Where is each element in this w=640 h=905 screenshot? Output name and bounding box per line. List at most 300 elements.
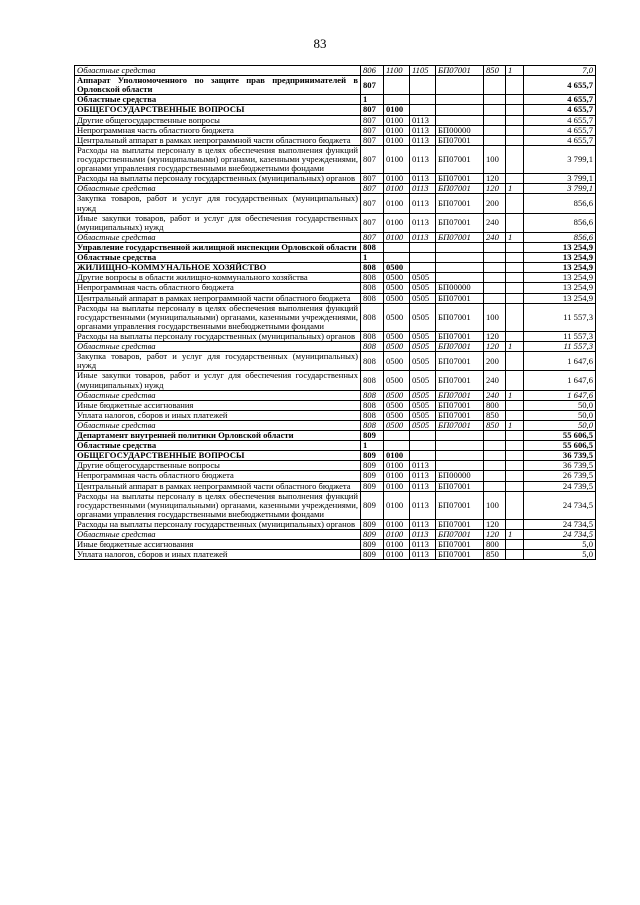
row-code: 809 — [361, 451, 384, 461]
row-name: Областные средства — [75, 253, 361, 263]
row-name: Иные закупки товаров, работ и услуг для обеспечения государственных (муниципальных) нужд — [75, 371, 361, 390]
row-source — [506, 550, 524, 560]
row-amount: 7,0 — [524, 66, 596, 76]
row-amount: 856,6 — [524, 213, 596, 232]
table-row — [75, 461, 596, 471]
row-code: 807 — [361, 135, 384, 145]
row-article: БП07001 — [436, 550, 484, 560]
row-section: 0500 — [384, 390, 410, 400]
row-name: Центральный аппарат в рамках непрограммной части областного бюджета — [75, 481, 361, 491]
row-section: 0500 — [384, 352, 410, 371]
row-article: БП07001 — [436, 540, 484, 550]
row-subsection: 0113 — [410, 471, 436, 481]
row-section: 0500 — [384, 263, 410, 273]
row-article: БП07001 — [436, 400, 484, 410]
row-expense-type: 800 — [484, 400, 506, 410]
row-code: 809 — [361, 461, 384, 471]
row-source — [506, 441, 524, 451]
row-amount: 55 606,5 — [524, 441, 596, 451]
table-row — [75, 352, 596, 371]
row-section: 0100 — [384, 194, 410, 213]
row-source — [506, 471, 524, 481]
row-source: 1 — [506, 420, 524, 430]
row-expense-type: 240 — [484, 371, 506, 390]
row-source — [506, 400, 524, 410]
table-row — [75, 481, 596, 491]
row-amount: 50,0 — [524, 420, 596, 430]
row-subsection: 0113 — [410, 481, 436, 491]
table-row — [75, 471, 596, 481]
row-section — [384, 95, 410, 105]
row-article — [436, 451, 484, 461]
row-amount: 24 734,5 — [524, 530, 596, 540]
row-amount: 4 655,7 — [524, 76, 596, 95]
table-row — [75, 174, 596, 184]
row-subsection: 0113 — [410, 184, 436, 194]
row-amount: 1 647,6 — [524, 390, 596, 400]
row-section: 0100 — [384, 105, 410, 115]
table-row — [75, 371, 596, 390]
row-source — [506, 145, 524, 173]
row-section: 0100 — [384, 461, 410, 471]
row-source — [506, 431, 524, 441]
row-expense-type: 120 — [484, 184, 506, 194]
table-row — [75, 273, 596, 283]
row-expense-type — [484, 293, 506, 303]
row-name: Департамент внутренней политики Орловской области — [75, 431, 361, 441]
row-name: Уплата налогов, сборов и иных платежей — [75, 410, 361, 420]
row-amount: 1 647,6 — [524, 352, 596, 371]
table-row — [75, 125, 596, 135]
table-row — [75, 232, 596, 242]
row-name: Аппарат Уполномоченного по защите прав предпринимателей в Орловской области — [75, 76, 361, 95]
row-section: 0500 — [384, 293, 410, 303]
row-subsection: 0113 — [410, 491, 436, 519]
row-code: 808 — [361, 283, 384, 293]
row-code: 808 — [361, 242, 384, 252]
row-subsection — [410, 253, 436, 263]
table-body — [75, 66, 596, 560]
row-name: ОБЩЕГОСУДАРСТВЕННЫЕ ВОПРОСЫ — [75, 451, 361, 461]
table-row — [75, 263, 596, 273]
row-section: 0100 — [384, 520, 410, 530]
row-section: 0100 — [384, 232, 410, 242]
row-expense-type — [484, 431, 506, 441]
row-source — [506, 520, 524, 530]
row-name: Областные средства — [75, 530, 361, 540]
row-name: Управление государственной жилищной инспекции Орловской области — [75, 242, 361, 252]
row-subsection: 0113 — [410, 194, 436, 213]
row-amount: 5,0 — [524, 550, 596, 560]
row-code: 807 — [361, 105, 384, 115]
row-amount: 3 799,1 — [524, 145, 596, 173]
table-row — [75, 213, 596, 232]
row-section: 0100 — [384, 145, 410, 173]
row-source — [506, 371, 524, 390]
row-amount: 13 254,9 — [524, 242, 596, 252]
row-expense-type — [484, 273, 506, 283]
row-expense-type: 240 — [484, 390, 506, 400]
row-code: 808 — [361, 352, 384, 371]
row-subsection: 0113 — [410, 461, 436, 471]
row-section: 0500 — [384, 400, 410, 410]
row-name: Областные средства — [75, 390, 361, 400]
row-name: Областные средства — [75, 342, 361, 352]
row-subsection: 0113 — [410, 135, 436, 145]
row-article — [436, 105, 484, 115]
row-article — [436, 76, 484, 95]
row-expense-type: 850 — [484, 410, 506, 420]
row-name: Другие вопросы в области жилищно-коммунального хозяйства — [75, 273, 361, 283]
row-section — [384, 441, 410, 451]
row-name: Закупка товаров, работ и услуг для государственных (муниципальных) нужд — [75, 352, 361, 371]
row-expense-type: 200 — [484, 352, 506, 371]
table-row — [75, 431, 596, 441]
row-code: 809 — [361, 491, 384, 519]
row-amount: 11 557,3 — [524, 342, 596, 352]
row-subsection: 0113 — [410, 115, 436, 125]
row-article — [436, 95, 484, 105]
row-code: 807 — [361, 76, 384, 95]
row-subsection: 0113 — [410, 520, 436, 530]
row-subsection: 0113 — [410, 174, 436, 184]
row-subsection: 1105 — [410, 66, 436, 76]
row-source — [506, 481, 524, 491]
row-expense-type — [484, 105, 506, 115]
table-row — [75, 135, 596, 145]
row-source: 1 — [506, 66, 524, 76]
row-code: 808 — [361, 342, 384, 352]
row-amount: 3 799,1 — [524, 184, 596, 194]
table-row — [75, 95, 596, 105]
row-source — [506, 174, 524, 184]
row-amount: 13 254,9 — [524, 263, 596, 273]
row-expense-type: 240 — [484, 213, 506, 232]
row-amount: 13 254,9 — [524, 293, 596, 303]
row-article — [436, 253, 484, 263]
row-article: БП07001 — [436, 135, 484, 145]
row-amount: 24 734,5 — [524, 491, 596, 519]
row-section: 0500 — [384, 283, 410, 293]
row-source — [506, 242, 524, 252]
row-section: 0100 — [384, 115, 410, 125]
row-subsection: 0505 — [410, 410, 436, 420]
table-row — [75, 76, 596, 95]
row-section — [384, 253, 410, 263]
row-section: 0100 — [384, 184, 410, 194]
row-amount: 1 647,6 — [524, 371, 596, 390]
row-expense-type: 850 — [484, 66, 506, 76]
row-source — [506, 95, 524, 105]
row-name: Другие общегосударственные вопросы — [75, 115, 361, 125]
row-source — [506, 213, 524, 232]
row-source — [506, 461, 524, 471]
row-name: Непрограммная часть областного бюджета — [75, 125, 361, 135]
row-source — [506, 125, 524, 135]
row-amount: 856,6 — [524, 232, 596, 242]
table-row — [75, 184, 596, 194]
row-section: 0100 — [384, 491, 410, 519]
row-name: Областные средства — [75, 184, 361, 194]
row-article: БП07001 — [436, 145, 484, 173]
row-article — [436, 115, 484, 125]
row-source — [506, 263, 524, 273]
row-subsection: 0113 — [410, 540, 436, 550]
row-expense-type — [484, 461, 506, 471]
row-article — [436, 263, 484, 273]
row-amount: 4 655,7 — [524, 115, 596, 125]
row-amount: 856,6 — [524, 194, 596, 213]
row-article: БП07001 — [436, 530, 484, 540]
row-amount: 26 739,5 — [524, 471, 596, 481]
page-number: 83 — [313, 36, 327, 51]
row-subsection — [410, 242, 436, 252]
row-section — [384, 242, 410, 252]
row-article: БП07001 — [436, 481, 484, 491]
row-code: 808 — [361, 331, 384, 341]
row-expense-type: 120 — [484, 520, 506, 530]
row-section: 0100 — [384, 530, 410, 540]
row-article: БП07001 — [436, 184, 484, 194]
row-code: 808 — [361, 410, 384, 420]
row-name: Областные средства — [75, 95, 361, 105]
row-amount: 11 557,3 — [524, 303, 596, 331]
row-section — [384, 431, 410, 441]
row-name: Областные средства — [75, 441, 361, 451]
table-row — [75, 520, 596, 530]
row-name: Иные бюджетные ассигнования — [75, 540, 361, 550]
row-subsection: 0113 — [410, 213, 436, 232]
row-section: 0100 — [384, 451, 410, 461]
row-expense-type: 800 — [484, 540, 506, 550]
row-amount: 4 655,7 — [524, 105, 596, 115]
row-section: 1100 — [384, 66, 410, 76]
row-subsection: 0113 — [410, 125, 436, 135]
table-row — [75, 530, 596, 540]
row-subsection — [410, 95, 436, 105]
row-article: БП07001 — [436, 342, 484, 352]
table-row — [75, 242, 596, 252]
row-source — [506, 115, 524, 125]
table-row — [75, 420, 596, 430]
table-row — [75, 410, 596, 420]
row-code: 807 — [361, 194, 384, 213]
row-name: Иные закупки товаров, работ и услуг для обеспечения государственных (муниципальных) нужд — [75, 213, 361, 232]
row-amount: 50,0 — [524, 410, 596, 420]
row-source — [506, 410, 524, 420]
table-row — [75, 303, 596, 331]
row-article: БП07001 — [436, 293, 484, 303]
row-code: 1 — [361, 95, 384, 105]
row-subsection: 0505 — [410, 371, 436, 390]
row-subsection — [410, 76, 436, 95]
row-expense-type — [484, 115, 506, 125]
row-section: 0500 — [384, 273, 410, 283]
row-subsection: 0505 — [410, 331, 436, 341]
row-name: ЖИЛИЩНО-КОММУНАЛЬНОЕ ХОЗЯЙСТВО — [75, 263, 361, 273]
row-subsection: 0113 — [410, 232, 436, 242]
row-expense-type — [484, 441, 506, 451]
row-section: 0500 — [384, 331, 410, 341]
table-row — [75, 400, 596, 410]
row-article: БП07001 — [436, 66, 484, 76]
row-article: БП07001 — [436, 520, 484, 530]
row-expense-type — [484, 451, 506, 461]
row-source — [506, 253, 524, 263]
row-amount: 24 739,5 — [524, 481, 596, 491]
table-row — [75, 293, 596, 303]
row-section: 0100 — [384, 125, 410, 135]
row-code: 807 — [361, 125, 384, 135]
row-section: 0100 — [384, 481, 410, 491]
row-name: Расходы на выплаты персоналу в целях обеспечения выполнения функций государственными (муниципальными) органами, казенными учреждениями, органами управления государственными внебюджетными фондами — [75, 145, 361, 173]
row-expense-type: 850 — [484, 420, 506, 430]
row-subsection: 0505 — [410, 273, 436, 283]
row-source — [506, 293, 524, 303]
row-name: ОБЩЕГОСУДАРСТВЕННЫЕ ВОПРОСЫ — [75, 105, 361, 115]
table-row — [75, 342, 596, 352]
row-expense-type: 120 — [484, 174, 506, 184]
row-expense-type: 100 — [484, 303, 506, 331]
row-code: 809 — [361, 431, 384, 441]
row-source: 1 — [506, 530, 524, 540]
row-subsection: 0113 — [410, 550, 436, 560]
row-code: 808 — [361, 273, 384, 283]
table-row — [75, 451, 596, 461]
row-name: Уплата налогов, сборов и иных платежей — [75, 550, 361, 560]
row-source — [506, 491, 524, 519]
row-code: 807 — [361, 174, 384, 184]
row-amount: 24 734,5 — [524, 520, 596, 530]
row-name: Центральный аппарат в рамках непрограммной части областного бюджета — [75, 135, 361, 145]
row-code: 806 — [361, 66, 384, 76]
row-section: 0500 — [384, 342, 410, 352]
row-amount: 36 739,5 — [524, 451, 596, 461]
row-source — [506, 135, 524, 145]
row-article: БП07001 — [436, 390, 484, 400]
row-expense-type — [484, 135, 506, 145]
row-code: 1 — [361, 253, 384, 263]
row-code: 808 — [361, 400, 384, 410]
row-code: 807 — [361, 145, 384, 173]
row-code: 809 — [361, 520, 384, 530]
row-name: Другие общегосударственные вопросы — [75, 461, 361, 471]
row-expense-type: 120 — [484, 530, 506, 540]
row-code: 809 — [361, 530, 384, 540]
row-name: Центральный аппарат в рамках непрограммной части областного бюджета — [75, 293, 361, 303]
row-code: 808 — [361, 293, 384, 303]
row-name: Закупка товаров, работ и услуг для государственных (муниципальных) нужд — [75, 194, 361, 213]
row-amount: 55 606,5 — [524, 431, 596, 441]
row-section: 0100 — [384, 135, 410, 145]
row-amount: 3 799,1 — [524, 174, 596, 184]
row-code: 808 — [361, 303, 384, 331]
row-section: 0100 — [384, 550, 410, 560]
row-amount: 13 254,9 — [524, 253, 596, 263]
row-amount: 13 254,9 — [524, 283, 596, 293]
row-article: БП07001 — [436, 194, 484, 213]
row-name: Иные бюджетные ассигнования — [75, 400, 361, 410]
row-name: Областные средства — [75, 420, 361, 430]
row-subsection — [410, 431, 436, 441]
row-article: БП07001 — [436, 174, 484, 184]
table-row — [75, 390, 596, 400]
table-row — [75, 331, 596, 341]
row-source — [506, 331, 524, 341]
row-section: 0500 — [384, 410, 410, 420]
row-subsection: 0113 — [410, 145, 436, 173]
row-source — [506, 451, 524, 461]
row-expense-type — [484, 481, 506, 491]
row-name: Областные средства — [75, 232, 361, 242]
row-code: 808 — [361, 371, 384, 390]
row-name: Областные средства — [75, 66, 361, 76]
row-article — [436, 242, 484, 252]
row-expense-type — [484, 125, 506, 135]
row-amount: 36 739,5 — [524, 461, 596, 471]
row-expense-type: 240 — [484, 232, 506, 242]
row-source — [506, 76, 524, 95]
row-subsection — [410, 263, 436, 273]
row-subsection: 0505 — [410, 400, 436, 410]
row-section: 0500 — [384, 303, 410, 331]
row-name: Расходы на выплаты персоналу в целях обеспечения выполнения функций государственными (муниципальными) органами, казенными учреждениями, органами управления государственными внебюджетными фондами — [75, 303, 361, 331]
row-article: БП00000 — [436, 283, 484, 293]
row-expense-type: 120 — [484, 342, 506, 352]
row-subsection: 0505 — [410, 283, 436, 293]
row-expense-type: 100 — [484, 145, 506, 173]
row-subsection: 0505 — [410, 352, 436, 371]
row-expense-type — [484, 242, 506, 252]
row-subsection — [410, 105, 436, 115]
row-code: 809 — [361, 481, 384, 491]
table-row — [75, 491, 596, 519]
row-section: 0500 — [384, 420, 410, 430]
row-expense-type — [484, 76, 506, 95]
row-section: 0500 — [384, 371, 410, 390]
row-source — [506, 540, 524, 550]
row-subsection: 0505 — [410, 342, 436, 352]
row-source — [506, 283, 524, 293]
row-article — [436, 431, 484, 441]
row-expense-type: 100 — [484, 491, 506, 519]
row-name: Непрограммная часть областного бюджета — [75, 471, 361, 481]
row-amount: 4 655,7 — [524, 135, 596, 145]
row-article: БП00000 — [436, 471, 484, 481]
row-expense-type: 120 — [484, 331, 506, 341]
row-article: БП07001 — [436, 352, 484, 371]
table-row — [75, 283, 596, 293]
row-code: 809 — [361, 540, 384, 550]
row-article: БП07001 — [436, 213, 484, 232]
row-source — [506, 105, 524, 115]
row-code: 807 — [361, 115, 384, 125]
row-expense-type — [484, 253, 506, 263]
row-amount: 50,0 — [524, 400, 596, 410]
row-section: 0100 — [384, 471, 410, 481]
row-source: 1 — [506, 342, 524, 352]
row-code: 809 — [361, 471, 384, 481]
row-article — [436, 273, 484, 283]
row-source — [506, 194, 524, 213]
row-code: 809 — [361, 550, 384, 560]
table-row — [75, 194, 596, 213]
row-section: 0100 — [384, 174, 410, 184]
row-article: БП07001 — [436, 491, 484, 519]
row-amount: 5,0 — [524, 540, 596, 550]
row-source — [506, 352, 524, 371]
row-article: БП07001 — [436, 420, 484, 430]
